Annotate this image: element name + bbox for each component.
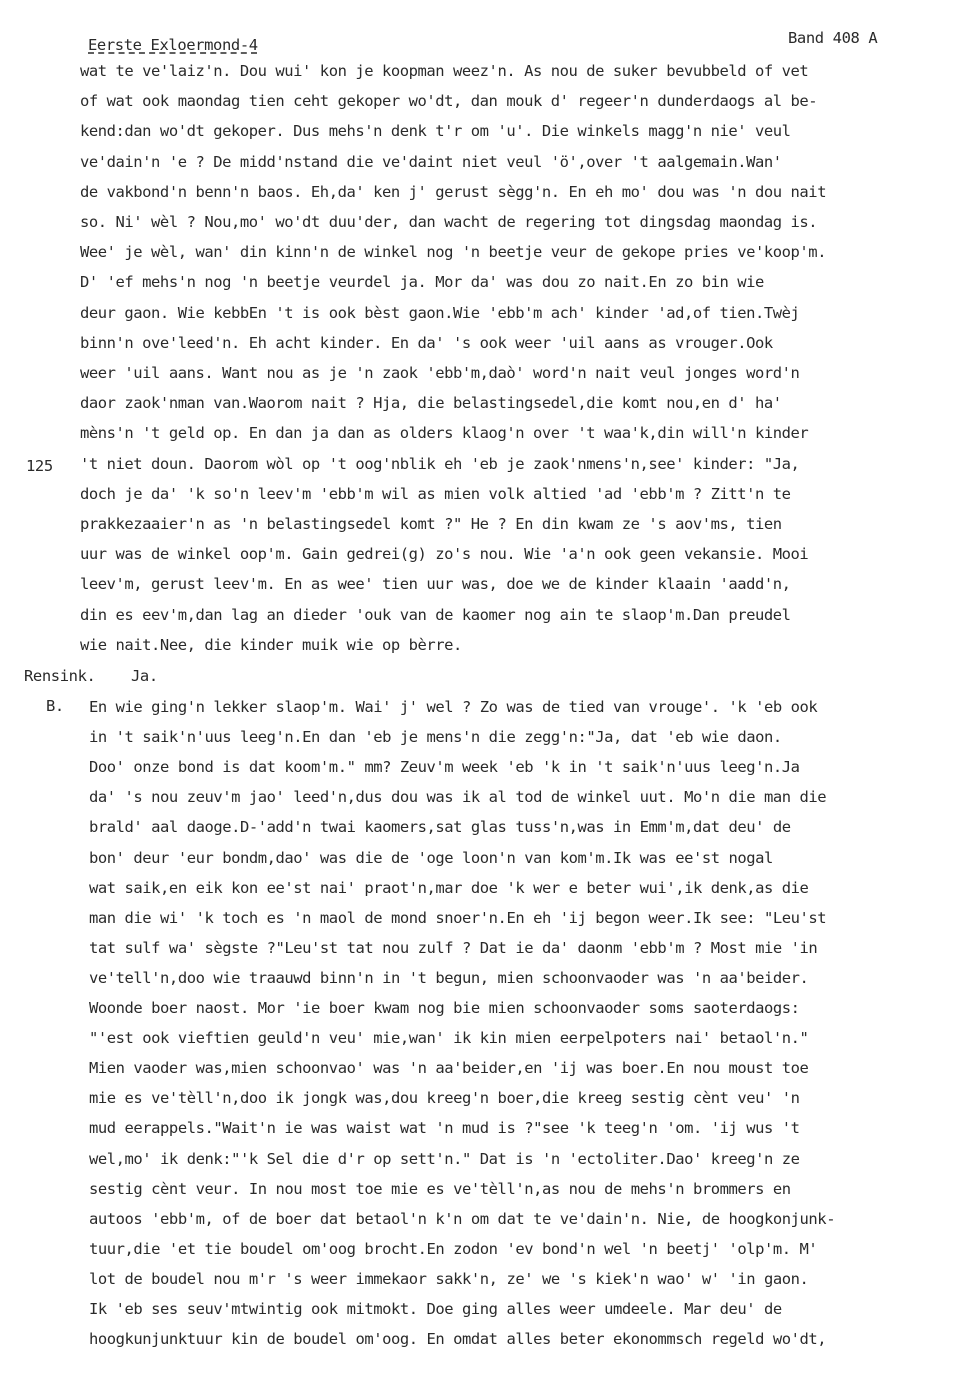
transcript-line: mèns'n 't geld op. En dan ja dan as olders klaog'n over 't waa'k,din will'n kinder bbox=[80, 424, 809, 443]
transcript-line: wie nait.Nee, die kinder muik wie op bèrre. bbox=[80, 635, 462, 654]
transcript-line: wat te ve'laiz'n. Dou wui' kon je koopman weez'n. As nou de suker bevubbeld of vet bbox=[80, 62, 809, 80]
transcript-line: "'est ook vieftien geuld'n veu' mie,wan' ik kin mien eerpelpoters nai' betaol'n." bbox=[89, 1029, 809, 1048]
transcript-line: tat sulf wa' sègste ?"Leu'st tat nou zulf ? Dat ie da' daonm 'ebb'm ? Most mie 'in bbox=[89, 938, 818, 957]
transcript-line: bon' deur 'eur bondm,dao' was die de 'oge loon'n van kom'm.Ik was ee'st nogal bbox=[89, 848, 773, 867]
transcript-line: Ik 'eb ses seuv'mtwintig ook mitmokt. Doe ging alles weer umdeele. Mar deu' de bbox=[89, 1300, 782, 1318]
transcript-line: deur gaon. Wie kebbEn 't is ook bèst gaon.Wie 'ebb'm ach' kinder 'ad,of tien.Twèj bbox=[80, 303, 800, 322]
transcript-line: lot de boudel nou m'r 's weer immekaor sakk'n, ze' we 's kiek'n wao' w' 'in gaon. bbox=[89, 1269, 809, 1288]
transcript-line: Mien vaoder was,mien schoonvao' was 'n aa'beider,en 'ij was boer.En nou moust toe bbox=[89, 1059, 809, 1078]
transcript-line: man die wi' 'k toch es 'n maol de mond snoer'n.En eh 'ij begon weer.Ik see: "Leu'st bbox=[89, 908, 827, 927]
transcript-line: ve'dain'n 'e ? De midd'nstand die ve'daint niet veul 'ö',over 't aalgemain.Wan' bbox=[80, 152, 782, 171]
transcript-line: 't niet doun. Daorom wòl op 't oog'nblik eh 'eb je zaok'nmens'n,see' kinder: "Ja, bbox=[80, 454, 800, 473]
transcript-line: weer 'uil aans. Want nou as je 'n zaok 'ebb'm,daò' word'n nait veul jonges word'n bbox=[80, 364, 800, 382]
transcript-line: sestig cènt veur. In nou most toe mie es ve'tèll'n,as nou de mehs'n brommers en bbox=[89, 1179, 800, 1198]
transcript-line: mie es ve'tèll'n,doo ik jongk was,dou kreeg'n boer,die kreeg sestig cènt veu' 'n bbox=[89, 1089, 800, 1108]
transcript-line: mud eerappels."Wait'n ie was waist wat 'n mud is ?"see 'k teeg'n 'om. 'ij wus 't bbox=[89, 1119, 800, 1138]
transcript-line: uur was de winkel oop'm. Gain gedrei(g) zo's nou. Wie 'a'n ook geen vekansie. Mooi bbox=[80, 545, 809, 564]
transcript-line: tuur,die 'et tie boudel om'oog brocht.En zodon 'ev bond'n wel 'n beetj' 'olp'm. M' bbox=[89, 1239, 818, 1258]
transcript-line: En wie ging'n lekker slaop'm. Wai' j' wel ? Zo was de tied van vrouge'. 'k 'eb ook bbox=[89, 698, 818, 716]
transcript-line: wel,mo' ik denk:"'k Sel die d'r op sett'n." Dat is 'n 'ectoliter.Dao' kreeg'n ze bbox=[89, 1149, 800, 1168]
speaker-rensink-text: Ja. bbox=[131, 667, 158, 685]
transcript-line: hoogkunjunktuur kin de boudel om'oog. En omdat alles beter ekonommsch regeld wo'dt, bbox=[89, 1330, 827, 1349]
transcript-line: kend:dan wo'dt gekoper. Dus mehs'n denk t'r om 'u'. Die winkels magg'n nie' veul bbox=[80, 122, 791, 141]
transcript-line: Woonde boer naost. Mor 'ie boer kwam nog bie mien schoonvaoder soms saoterdaogs: bbox=[89, 999, 800, 1017]
transcript-line: autoos 'ebb'm, of de boer dat betaol'n k'n om dat te ve'dain'n. Nie, de hoogkonjunk- bbox=[89, 1209, 836, 1228]
transcript-line: wat saik,en eik kon ee'st nai' praot'n,mar doe 'k wer e beter wui',ik denk,as die bbox=[89, 878, 809, 897]
transcript-line: Wee' je wèl, wan' din kinn'n de winkel nog 'n beetje veur de gekope pries ve'koop'm. bbox=[80, 243, 827, 262]
page-header-title: Eerste Exloermond-4 bbox=[88, 36, 258, 54]
speaker-label-rensink: Rensink. bbox=[24, 667, 96, 685]
transcript-line: da' 's nou zeuv'm jao' leed'n,dus dou was ik al tod de winkel uut. Mo'n die man die bbox=[89, 788, 827, 807]
transcript-line: so. Ni' wèl ? Nou,mo' wo'dt duu'der, dan wacht de regering tot dingsdag maondag is. bbox=[80, 213, 818, 231]
page-header-band: Band 408 A bbox=[788, 29, 878, 47]
transcript-line: brald' aal daoge.D-'add'n twai kaomers,sat glas tuss'n,was in Emm'm,dat deu' de bbox=[89, 818, 791, 837]
transcript-line: leev'm, gerust leev'm. En as wee' tien uur was, doe we de kinder klaain 'aadd'n, bbox=[80, 575, 791, 594]
transcript-line: of wat ook maondag tien ceht gekoper wo'dt, dan mouk d' regeer'n dunderdaogs al be- bbox=[80, 92, 818, 111]
speaker-label-b: B. bbox=[46, 697, 64, 715]
transcript-line: doch je da' 'k so'n leev'm 'ebb'm wil as mien volk altied 'ad 'ebb'm ? Zitt'n te bbox=[80, 484, 791, 503]
transcript-line: de vakbond'n benn'n baos. Eh,da' ken j' gerust sègg'n. En eh mo' dou was 'n dou nait bbox=[80, 182, 827, 201]
transcript-line: ve'tell'n,doo wie traauwd binn'n in 't begun, mien schoonvaoder was 'n aa'beider. bbox=[89, 968, 809, 987]
transcript-line: in 't saik'n'uus leeg'n.En dan 'eb je mens'n die zegg'n:"Ja, dat 'eb wie daon. bbox=[89, 728, 782, 747]
transcript-line: binn'n ove'leed'n. Eh acht kinder. En da' 's ook weer 'uil aans as vrouger.Ook bbox=[80, 333, 773, 352]
transcript-line: prakkezaaier'n as 'n belastingsedel komt ?" He ? En din kwam ze 's aov'ms, tien bbox=[80, 515, 782, 533]
transcript-line: din es eev'm,dan lag an dieder 'ouk van de kaomer nog ain te slaop'm.Dan preudel bbox=[80, 605, 791, 624]
transcript-line: daor zaok'nman van.Waorom nait ? Hja, die belastingsedel,die komt nou,en d' ha' bbox=[80, 394, 782, 413]
transcript-line: D' 'ef mehs'n nog 'n beetje veurdel ja. Mor da' was dou zo nait.En zo bin wie bbox=[80, 273, 764, 292]
line-number: 125 bbox=[26, 457, 53, 475]
transcript-line: Doo' onze bond is dat koom'm." mm? Zeuv'm week 'eb 'k in 't saik'n'uus leeg'n.Ja bbox=[89, 758, 800, 777]
